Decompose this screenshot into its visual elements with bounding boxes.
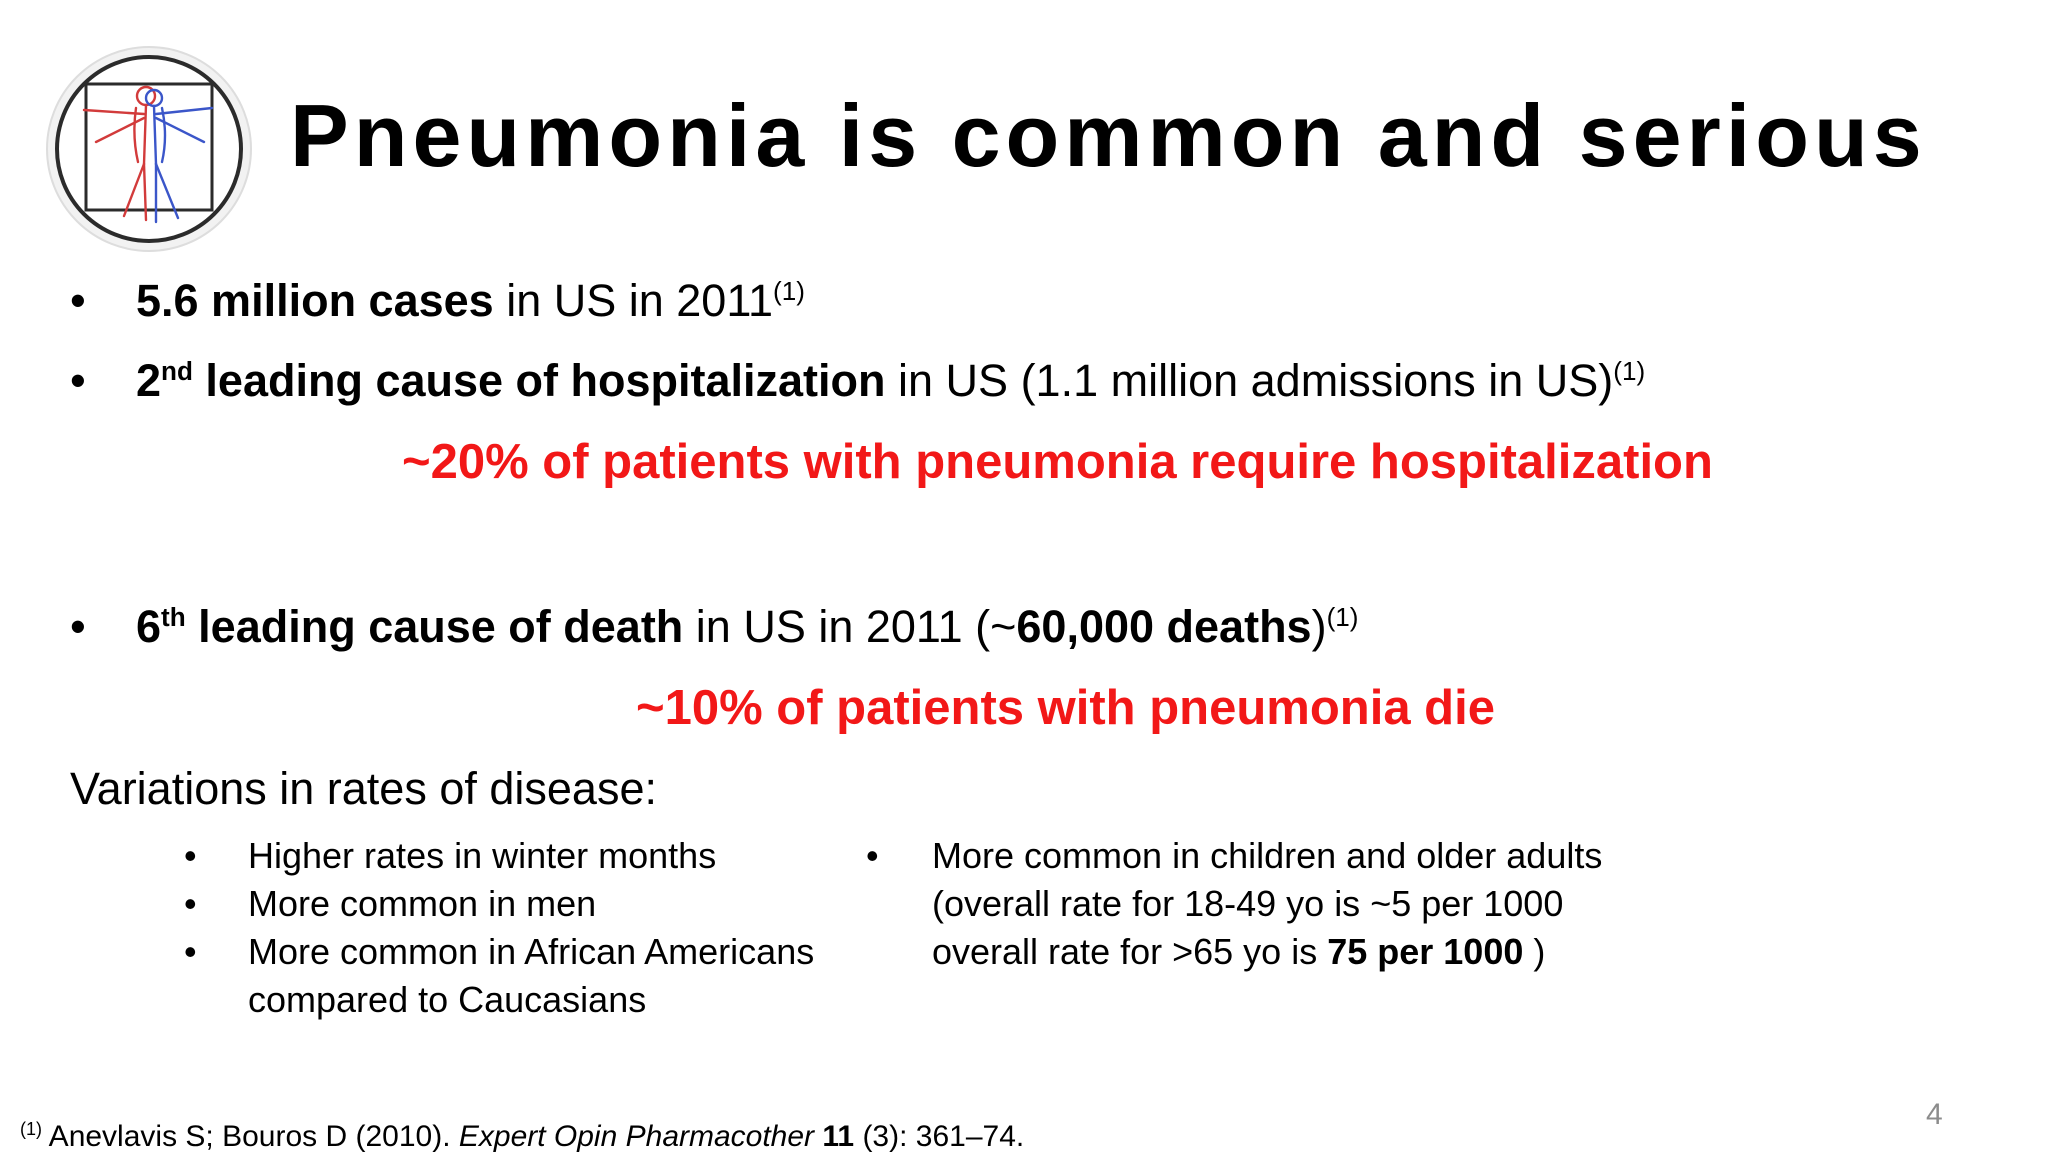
list-item-continuation: compared to Caucasians [248, 979, 647, 1020]
bullet-dot-icon: • [70, 275, 86, 326]
footnote-pages: (3): 361–74. [854, 1120, 1025, 1153]
bullet-dot-icon: • [184, 931, 197, 972]
list-item: More common in children and older adults [932, 835, 1603, 876]
footnote-volume: 11 [822, 1120, 855, 1153]
bullet-dot-icon: • [184, 835, 197, 876]
rank-ordinal: th [161, 602, 186, 632]
footnote-authors: Anevlavis S; Bouros D (2010). [42, 1120, 459, 1153]
callout-hospitalization: ~20% of patients with pneumonia require hospitalization [402, 435, 1713, 489]
list-item: More common in men [248, 883, 597, 924]
rank-ordinal: nd [161, 356, 193, 386]
callout-mortality: ~10% of patients with pneumonia die [636, 681, 1495, 735]
bullet-hospitalization-text: in US (1.1 million admissions in US) [885, 355, 1614, 406]
rate-value: 75 per 1000 [1327, 931, 1524, 972]
reference-marker: (1) [773, 276, 805, 306]
bullet-dot-icon: • [70, 355, 86, 406]
bullet-death-close: ) [1311, 601, 1327, 652]
deaths-count: 60,000 deaths [1016, 601, 1312, 652]
page-number: 4 [1926, 1098, 1943, 1131]
bullet-cases-bold: 5.6 million cases [136, 275, 494, 326]
list-item: Higher rates in winter months [248, 835, 717, 876]
rate-text: overall rate for >65 yo is [932, 931, 1328, 972]
bullet-death-bold: leading cause of death [185, 601, 684, 652]
list-item: More common in African Americans [248, 931, 815, 972]
vitruvian-man-logo [44, 44, 254, 254]
rank-number: 6 [136, 601, 162, 652]
bullet-hospitalization-bold: leading cause of hospitalization [192, 355, 886, 406]
bullet-cases-text: in US in 2011 [493, 275, 774, 326]
reference-marker: (1) [1326, 602, 1359, 632]
slide-title: Pneumonia is common and serious [290, 86, 1927, 185]
rank-number: 2 [136, 355, 162, 406]
bullet-dot-icon: • [184, 883, 197, 924]
rate-close: ) [1523, 931, 1546, 972]
footnote [20, 1119, 1025, 1153]
bullet-death-text: in US in 2011 (~ [683, 601, 1017, 652]
footnote-marker: (1) [20, 1119, 42, 1139]
footnote-journal: Expert Opin Pharmacother [458, 1120, 815, 1153]
list-item-continuation: (overall rate for 18-49 yo is ~5 per 1000 [932, 883, 1564, 924]
reference-marker: (1) [1613, 356, 1646, 386]
list-item-continuation [932, 928, 1545, 976]
variations-heading: Variations in rates of disease: [70, 763, 657, 814]
bullet-dot-icon: • [866, 835, 879, 876]
bullet-dot-icon: • [70, 601, 86, 652]
